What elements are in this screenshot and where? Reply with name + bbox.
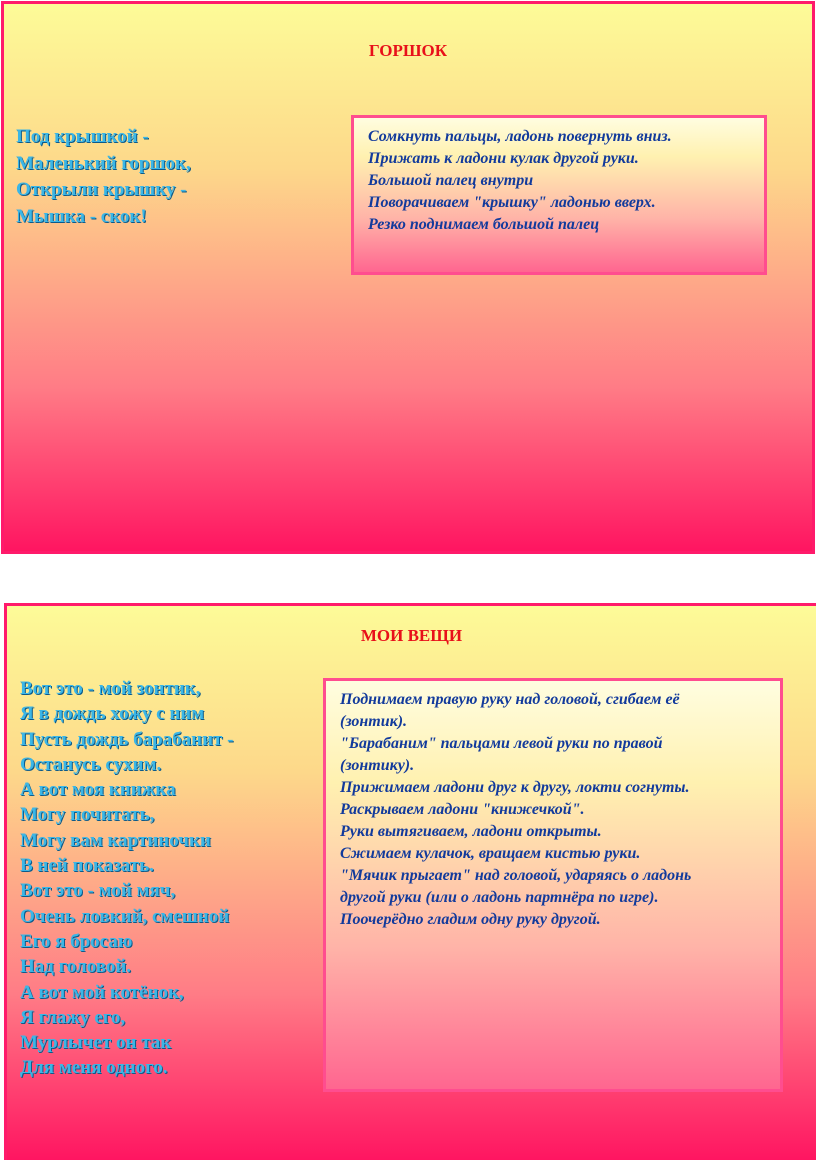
- instruction-line: Прижимаем ладони друг к другу, локти согнуты.: [340, 779, 690, 796]
- poem-line: Могу почитать,: [20, 804, 155, 826]
- poem-line: А вот мой котёнок,: [20, 981, 184, 1003]
- poem-line: Я глажу его,: [20, 1006, 126, 1028]
- poem-line: Под крышкой -: [16, 126, 149, 147]
- poem-line: Маленький горшок,: [16, 152, 191, 174]
- poem-line: Вот это - мой зонтик,: [20, 678, 201, 699]
- instruction-line: Сомкнуть пальцы, ладонь повернуть вниз.: [368, 128, 672, 145]
- poem-line: Для меня одного.: [20, 1057, 168, 1079]
- instructions-list: [368, 126, 754, 236]
- instruction-line: Сжимаем кулачок, вращаем кистью руки.: [340, 845, 641, 862]
- instruction-line: Поочерёдно гладим одну руку другой.: [340, 911, 601, 928]
- instruction-line: (зонтику).: [340, 757, 415, 774]
- instruction-line: Большой палец внутри: [368, 172, 534, 189]
- card-moi-veshchi: [4, 603, 816, 1160]
- instruction-line: (зонтик).: [340, 713, 408, 730]
- poem-line: Мышка - скок!: [16, 205, 147, 227]
- poem-line: Очень ловкий, смешной: [20, 905, 230, 927]
- instructions-box: [323, 678, 783, 1092]
- poem-line: Его я бросаю: [20, 930, 133, 952]
- poem-line: Пусть дождь барабанит -: [20, 728, 234, 750]
- poem-line: Останусь сухим.: [20, 753, 162, 775]
- poem-line: Мурлычет он так: [20, 1032, 172, 1054]
- instruction-line: "Барабаним" пальцами левой руки по правой: [340, 735, 663, 752]
- poem-line: Вот это - мой мяч,: [20, 880, 176, 902]
- poem-line: Могу вам картиночки: [20, 829, 211, 851]
- poem-line: В ней показать.: [20, 855, 154, 877]
- poem-line: Над головой.: [20, 956, 132, 978]
- instruction-line: Руки вытягиваем, ладони открыты.: [340, 823, 602, 840]
- instruction-line: Раскрываем ладони "книжечкой".: [340, 801, 585, 818]
- poem: [20, 676, 233, 1081]
- instructions-box: [351, 115, 767, 275]
- instruction-line: другой руки (или о ладонь партнёра по игре).: [340, 889, 659, 906]
- instruction-line: Прижать к ладони кулак другой руки.: [368, 150, 639, 167]
- poem-line: Я в дождь хожу с ним: [20, 703, 205, 725]
- poem-line: Открыли крышку -: [16, 179, 187, 200]
- card-title: ГОРШОК: [368, 41, 448, 60]
- instruction-line: Резко поднимаем большой палец: [368, 216, 600, 233]
- instructions-list: [340, 689, 772, 931]
- instruction-line: Поворачиваем "крышку" ладонью вверх.: [368, 194, 656, 211]
- poem-line: А вот моя книжка: [20, 779, 176, 801]
- instruction-line: Поднимаем правую руку над головой, сгибаем её: [340, 691, 680, 708]
- instruction-line: "Мячик прыгает" над головой, ударяясь о ладонь: [340, 867, 692, 884]
- card-title: МОИ ВЕЩИ: [360, 626, 463, 645]
- poem: [16, 124, 191, 230]
- card-gorshok: [1, 1, 815, 554]
